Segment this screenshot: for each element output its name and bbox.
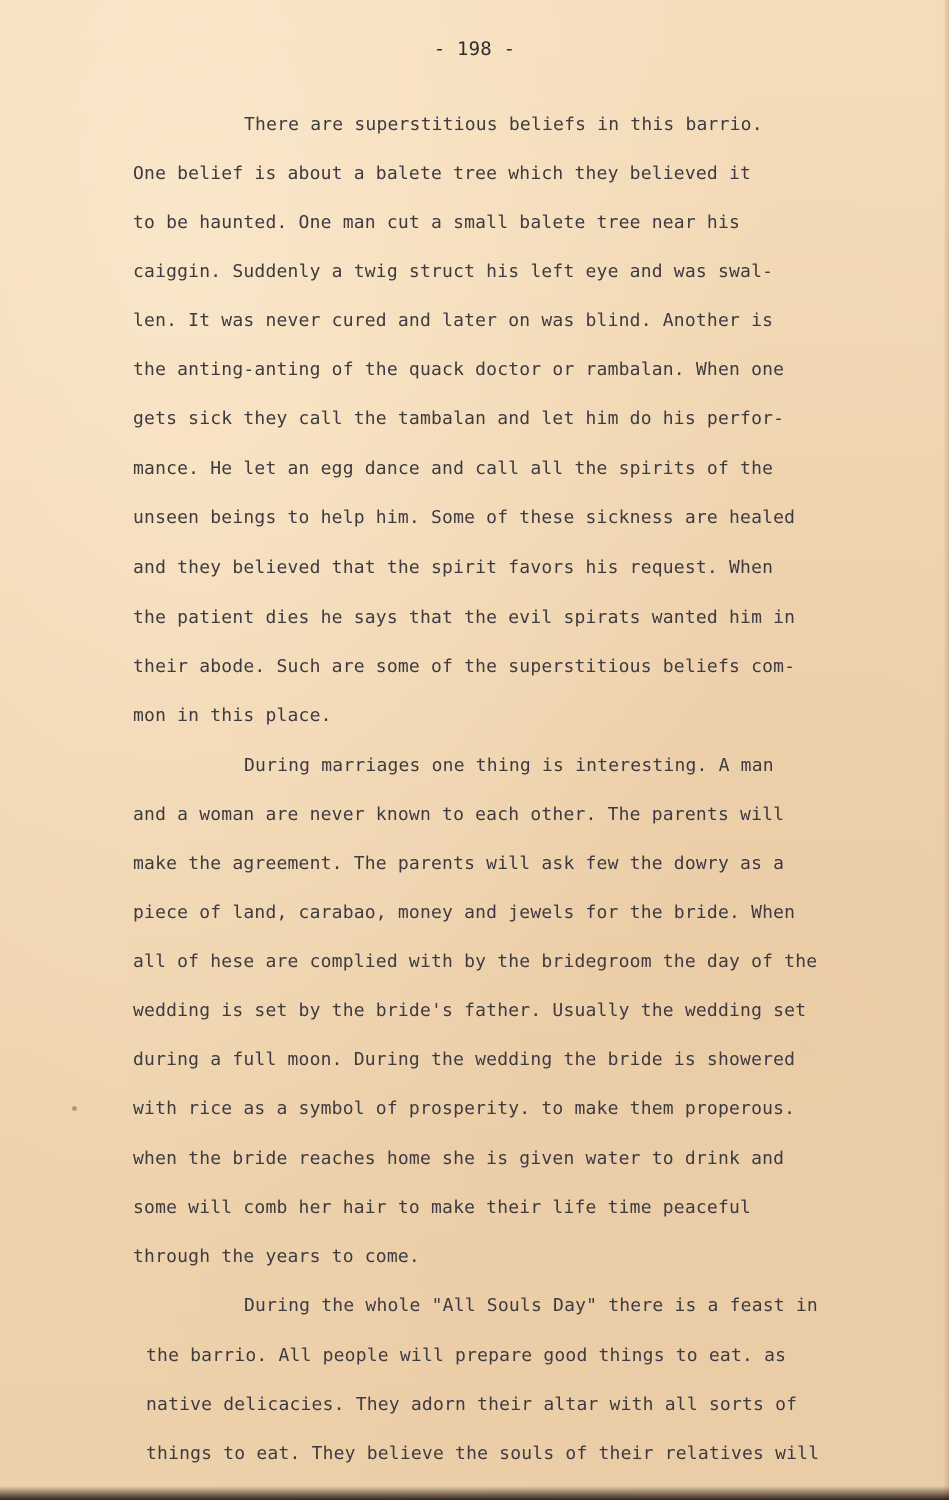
page-bottom-edge: [0, 1486, 949, 1500]
text-line: piece of land, carabao, money and jewels for the bride. When: [133, 902, 796, 923]
text-line: mon in this place.: [133, 705, 332, 726]
text-line: through the years to come.: [133, 1246, 420, 1267]
text-line: and a woman are never known to each other. The parents will: [133, 804, 785, 825]
text-line: caiggin. Suddenly a twig struct his left eye and was swal-: [133, 261, 774, 282]
text-line: gets sick they call the tambalan and let him do his perfor-: [133, 408, 785, 429]
text-line: native delicacies. They adorn their altar with all sorts of: [146, 1394, 798, 1415]
paper-speck: [72, 1106, 77, 1111]
text-line: during a full moon. During the wedding the bride is showered: [133, 1049, 796, 1070]
text-line: the barrio. All people will prepare good things to eat. as: [146, 1345, 787, 1366]
text-line: len. It was never cured and later on was blind. Another is: [133, 310, 774, 331]
text-line: make the agreement. The parents will ask few the dowry as a: [133, 853, 785, 874]
text-line: During marriages one thing is interesting. A man: [244, 755, 774, 776]
text-line: wedding is set by the bride's father. Usually the wedding set: [133, 1000, 807, 1021]
text-line: the anting-anting of the quack doctor or rambalan. When one: [133, 359, 785, 380]
text-line: with rice as a symbol of prosperity. to make them properous.: [133, 1098, 796, 1119]
text-line: to be haunted. One man cut a small balete tree near his: [133, 212, 741, 233]
text-line: when the bride reaches home she is given water to drink and: [133, 1148, 785, 1169]
text-line: their abode. Such are some of the superstitious beliefs com-: [133, 656, 796, 677]
text-line: and they believed that the spirit favors his request. When: [133, 557, 774, 578]
text-line: things to eat. They believe the souls of their relatives will: [146, 1443, 820, 1464]
text-line: unseen beings to help him. Some of these sickness are healed: [133, 507, 796, 528]
text-line: There are superstitious beliefs in this barrio.: [244, 114, 763, 135]
text-line: some will comb her hair to make their life time peaceful: [133, 1197, 752, 1218]
text-line: the patient dies he says that the evil spirats wanted him in: [133, 607, 796, 628]
text-line: One belief is about a balete tree which they believed it: [133, 163, 752, 184]
text-line: all of hese are complied with by the bridegroom the day of the: [133, 951, 818, 972]
text-line: mance. He let an egg dance and call all the spirits of the: [133, 458, 774, 479]
text-line: During the whole "All Souls Day" there is a feast in: [244, 1295, 818, 1316]
page-edge-shadow: [943, 0, 949, 1500]
page-number: - 198 -: [433, 38, 516, 60]
